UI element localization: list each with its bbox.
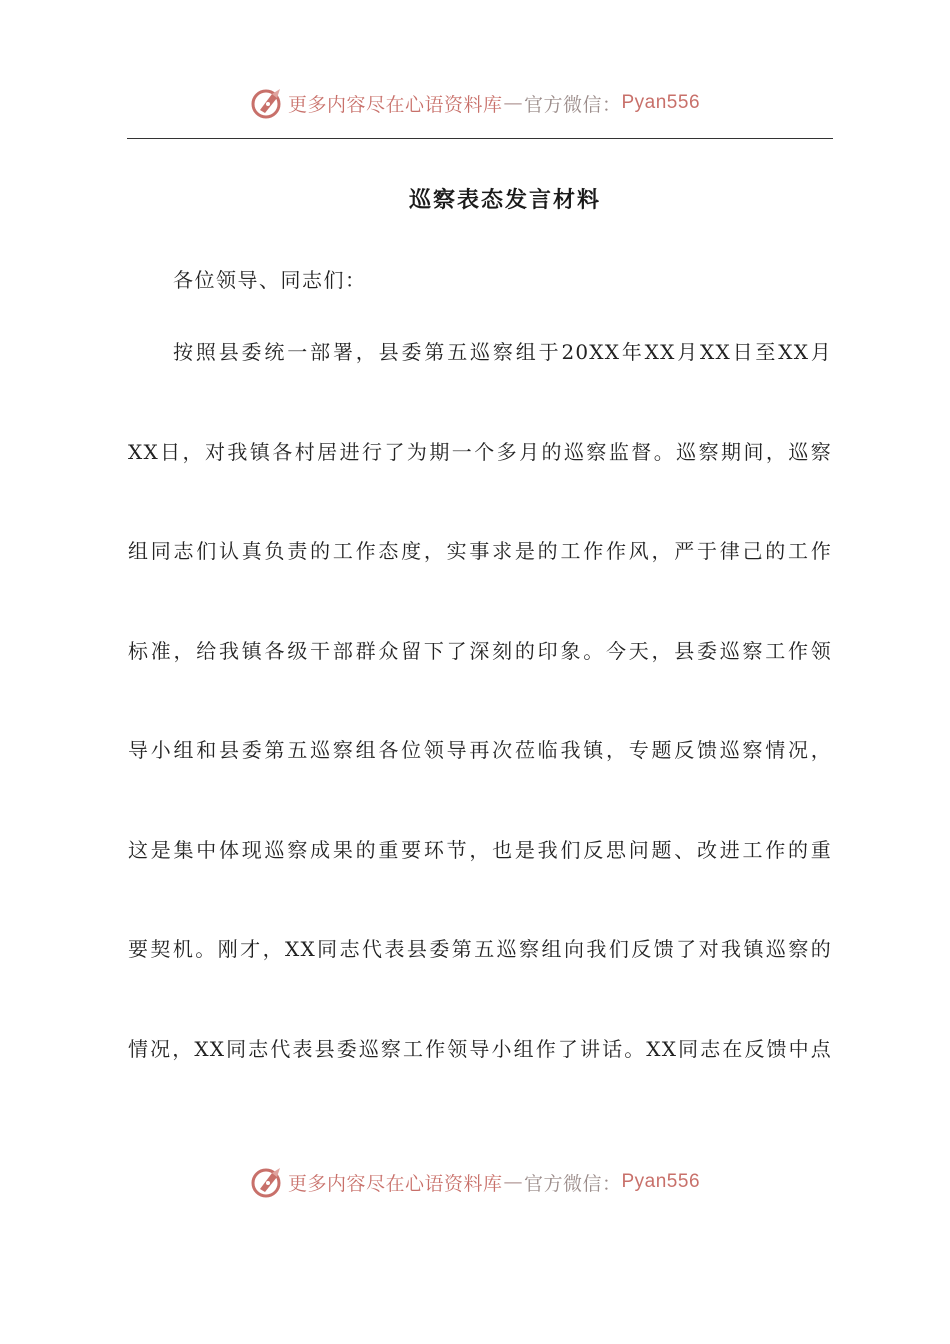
banner-wechat-id: Pyan556 bbox=[621, 1171, 701, 1192]
footer-banner bbox=[0, 1162, 950, 1202]
paragraph-line: 导小组和县委第五巡察组各位领导再次莅临我镇，专题反馈巡察情况， bbox=[128, 738, 832, 762]
paragraph-line: 情况，XX同志代表县委巡察工作领导小组作了讲话。XX同志在反馈中点 bbox=[128, 1036, 832, 1061]
document-title: 巡察表态发言材料 bbox=[408, 187, 601, 213]
paragraph-line: 组同志们认真负责的工作态度，实事求是的工作作风，严于律己的工作 bbox=[128, 539, 832, 563]
banner-contact-label: 官方微信： bbox=[523, 93, 622, 116]
paragraph-line: 按照县委统一部署，县委第五巡察组于20XX年XX月XX日至XX月 bbox=[173, 340, 832, 364]
paragraph-line: 标准，给我镇各级干部群众留下了深刻的印象。今天，县委巡察工作领 bbox=[128, 638, 832, 663]
header-divider bbox=[127, 138, 833, 139]
document-greeting: 各位领导、同志们： bbox=[173, 268, 367, 292]
pen-nib-logo-icon bbox=[250, 1165, 284, 1199]
banner-separator: — bbox=[503, 1171, 523, 1193]
paragraph-line: 要契机。刚才，XX同志代表县委第五巡察组向我们反馈了对我镇巡察的 bbox=[128, 937, 832, 961]
banner-brand: 更多内容尽在心语资料库 bbox=[287, 93, 503, 116]
document-paragraph bbox=[128, 334, 832, 1130]
banner-separator: — bbox=[503, 92, 523, 114]
banner-brand: 更多内容尽在心语资料库 bbox=[287, 1172, 503, 1195]
pen-nib-logo-icon bbox=[250, 86, 284, 120]
banner-wechat-id: Pyan556 bbox=[621, 92, 701, 113]
paragraph-line: 这是集中体现巡察成果的重要环节，也是我们反思问题、改进工作的重 bbox=[128, 837, 832, 862]
header-banner bbox=[0, 83, 950, 123]
paragraph-line: XX日，对我镇各村居进行了为期一个多月的巡察监督。巡察期间，巡察 bbox=[128, 439, 832, 464]
banner-contact-label: 官方微信： bbox=[523, 1172, 622, 1195]
